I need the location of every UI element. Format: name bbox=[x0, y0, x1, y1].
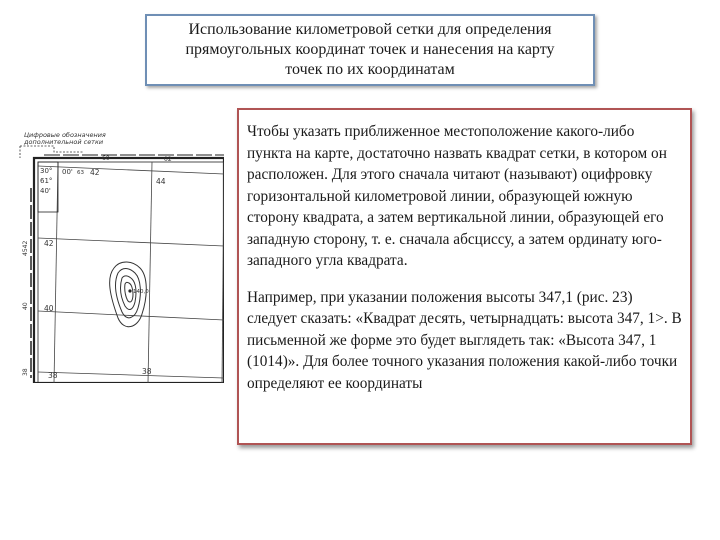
label-corner-40-min: 40' bbox=[40, 187, 51, 195]
label-side-40: 40 bbox=[22, 302, 29, 310]
caption-leader-line bbox=[20, 146, 84, 158]
label-corner-30: 30° bbox=[40, 167, 53, 175]
label-left-42: 42 bbox=[44, 239, 54, 248]
map-inner-frame bbox=[38, 162, 224, 383]
label-side-4542: 4542 bbox=[22, 240, 29, 256]
map-outer-frame bbox=[34, 158, 224, 383]
label-corner-63: 63 bbox=[77, 170, 84, 176]
kilometer-grid-map-figure bbox=[14, 128, 224, 383]
kilometer-grid-lines bbox=[38, 162, 224, 383]
label-corner-61: 61° bbox=[40, 177, 53, 185]
label-top-02: 02 bbox=[164, 156, 172, 163]
slide-title-box bbox=[145, 14, 595, 86]
slide-title-line-3: точек по их координатам bbox=[285, 61, 455, 78]
label-left-40: 40 bbox=[44, 304, 54, 313]
label-bottom-38-right: 38 bbox=[142, 367, 152, 376]
label-top-60: 60 bbox=[102, 155, 110, 162]
label-spot-height: 140,0 bbox=[133, 289, 149, 295]
label-bottom-38-left: 38 bbox=[48, 371, 58, 380]
explanation-text-box bbox=[237, 108, 692, 445]
label-corner-42: 42 bbox=[90, 168, 100, 177]
slide-title-line-2: прямоугольных координат точек и нанесения на карту bbox=[185, 41, 555, 58]
label-top-44: 44 bbox=[156, 177, 166, 186]
explanation-paragraph-2: Например, при указании положения высоты 347,1 (рис. 23) следует сказать: «Квадрат десять, четырнадцать: высота 347, 1>. В письменной же форме это будет выглядеть так: «Высота 347, 1 (1014)». Для более точного указания положения какой-либо точки определяют ее координаты bbox=[247, 288, 682, 392]
map-caption-line-2: дополнительной сетки bbox=[24, 138, 104, 146]
label-corner-00: 00' bbox=[62, 168, 73, 176]
map-caption-line-1: Цифровые обозначения bbox=[24, 131, 106, 139]
corner-coordinate-block bbox=[38, 162, 100, 212]
spot-height-marker bbox=[128, 289, 131, 292]
label-side-38: 38 bbox=[22, 368, 29, 376]
slide-title-line-1: Использование километровой сетки для определения bbox=[188, 21, 552, 38]
explanation-paragraph-1: Чтобы указать приближенное местоположение какого-либо пункта на карте, достаточно назвать квадрат сетки, в котором он расположен. Для этого сначала читают (называют) оцифровку горизонтальной километровой линии, образующей южную сторону квадрата, а затем вертикальной линии, образующей его западную сторону, т. е. сначала абсциссу, а затем ординату юго-западного угла квадрата. bbox=[247, 123, 667, 269]
